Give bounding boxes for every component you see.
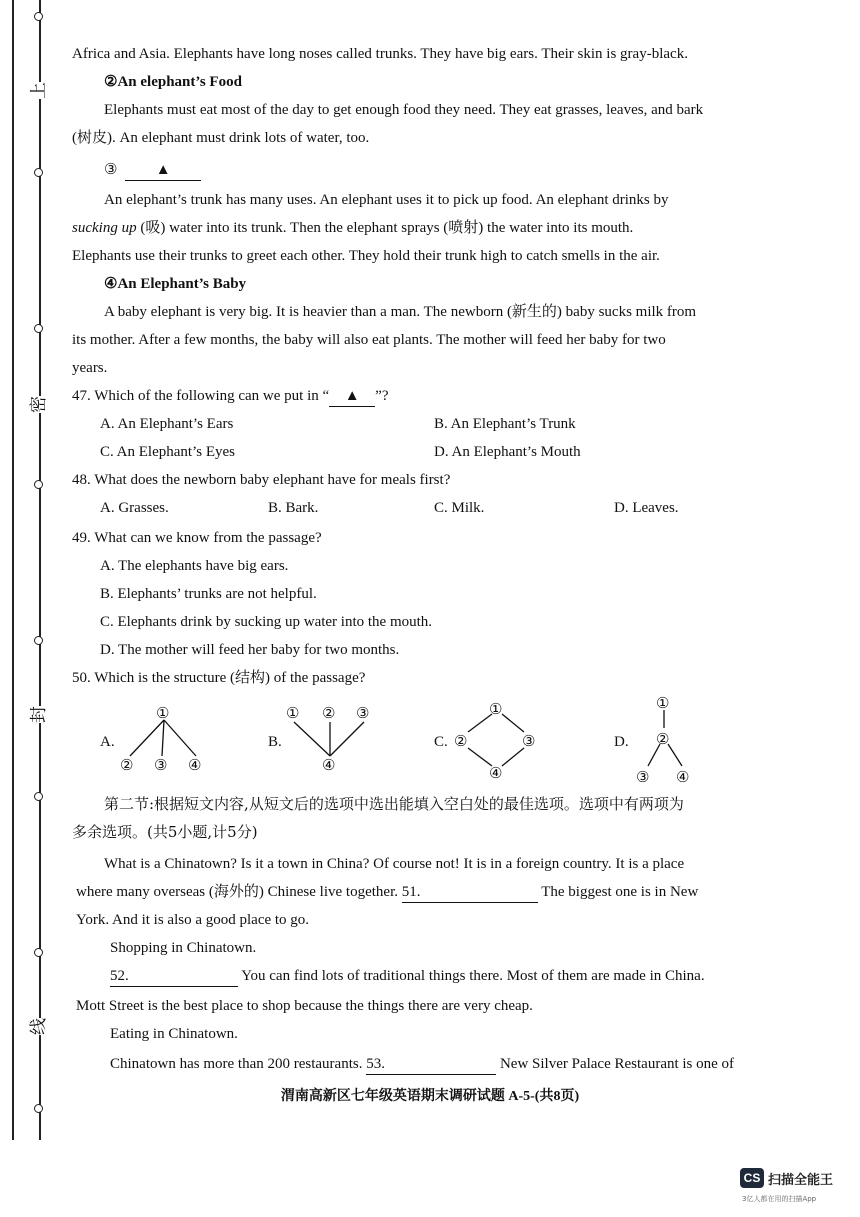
passage-line: What is a Chinatown? Is it a town in China? Of course not! It is in a foreign country. It is a place xyxy=(104,856,685,872)
passage-text: where many overseas (海外的) Chinese live together. xyxy=(76,884,402,900)
q50-option-c[interactable] xyxy=(434,694,574,786)
watermark-app-name: 扫描全能王 xyxy=(768,1173,834,1188)
section-2-instruction: 第二节:根据短文内容,从短文后的选项中选出能填入空白处的最佳选项。选项中有两项为 xyxy=(104,795,684,813)
subheading-eating: Eating in Chinatown. xyxy=(110,1026,238,1042)
margin-hole xyxy=(34,948,43,957)
subheading-shopping: Shopping in Chinatown. xyxy=(110,940,257,956)
passage-line xyxy=(78,962,705,990)
section-2-instruction-cont: 多余选项。(共5小题,计5分) xyxy=(72,823,258,841)
page-footer: 渭南高新区七年级英语期末调研试题 A-5-(共8页) xyxy=(280,1089,580,1104)
node-2: ② xyxy=(454,734,468,750)
node-3: ③ xyxy=(636,770,650,786)
q48-option-b[interactable]: B. Bark. xyxy=(268,500,319,516)
passage-line xyxy=(78,1050,734,1078)
passage-line: years. xyxy=(72,360,108,376)
margin-char-shang: 上 xyxy=(29,82,49,99)
option-label: A. xyxy=(100,734,115,750)
q50-option-a[interactable] xyxy=(100,700,240,780)
question-47 xyxy=(72,382,389,410)
option-label: B. xyxy=(268,734,282,750)
q49-option-a[interactable]: A. The elephants have big ears. xyxy=(100,558,289,574)
passage-text: The biggest one is in New xyxy=(537,884,699,900)
section-heading-food: ②An elephant’s Food xyxy=(104,74,242,90)
question-stem: 47. Which of the following can we put in “ xyxy=(72,388,330,404)
margin-hole xyxy=(34,12,43,21)
margin-char-xian: 线 xyxy=(29,1018,49,1035)
option-label: D. xyxy=(614,734,629,750)
q48-option-c[interactable]: C. Milk. xyxy=(434,500,485,516)
passage-line: (树皮). An elephant must drink lots of water, too. xyxy=(72,130,370,146)
passage-text: New Silver Palace Restaurant is one of xyxy=(496,1056,735,1072)
question-48: 48. What does the newborn baby elephant have for meals first? xyxy=(72,472,451,488)
margin-hole xyxy=(34,792,43,801)
margin-hole xyxy=(34,636,43,645)
blank-heading-number: ③ xyxy=(104,162,118,178)
node-3: ③ xyxy=(154,758,168,774)
node-4: ④ xyxy=(676,770,690,786)
triangle-icon: ▲ xyxy=(344,388,360,404)
margin-hole xyxy=(34,1104,43,1113)
passage-line: York. And it is also a good place to go. xyxy=(76,912,310,928)
q50-option-b[interactable] xyxy=(268,700,408,780)
q49-option-d[interactable]: D. The mother will feed her baby for two months. xyxy=(100,642,400,658)
node-2: ② xyxy=(322,706,336,722)
node-3: ③ xyxy=(356,706,370,722)
margin-hole xyxy=(34,324,43,333)
margin-hole xyxy=(34,168,43,177)
q50-option-d[interactable] xyxy=(614,690,744,790)
passage-text: You can find lots of traditional things there. Most of them are made in China. xyxy=(238,968,705,984)
watermark-tagline: 3亿人都在用的扫描App xyxy=(742,1195,817,1203)
passage-line: Elephants must eat most of the day to get enough food they need. They eat grasses, leaves, and bark xyxy=(104,102,704,118)
blank-number: 52. xyxy=(110,968,129,984)
q48-option-d[interactable]: D. Leaves. xyxy=(614,500,679,516)
q48-option-a[interactable]: A. Grasses. xyxy=(100,500,169,516)
passage-line: its mother. After a few months, the baby will also eat plants. The mother will feed her baby for two xyxy=(72,332,666,348)
margin-hole xyxy=(34,480,43,489)
blank-number: 51. xyxy=(401,884,421,900)
margin-line-outer xyxy=(12,0,14,1140)
binding-margin xyxy=(0,0,60,1150)
node-4: ④ xyxy=(322,758,336,774)
node-1: ① xyxy=(286,706,300,722)
scanner-watermark xyxy=(740,1168,850,1208)
question-50: 50. Which is the structure (结构) of the passage? xyxy=(72,670,366,686)
question-stem-end: ”? xyxy=(375,388,389,404)
blank-53[interactable] xyxy=(366,1054,496,1075)
node-4: ④ xyxy=(489,766,503,782)
blank-heading xyxy=(72,156,201,184)
q47-option-c[interactable]: C. An Elephant’s Eyes xyxy=(100,444,235,460)
option-label: C. xyxy=(434,734,448,750)
cs-logo-icon: CS xyxy=(740,1168,764,1188)
italic-phrase: sucking up xyxy=(72,220,137,236)
blank-51[interactable] xyxy=(402,882,538,903)
blank-number: 53. xyxy=(366,1056,385,1072)
blank-52[interactable] xyxy=(110,966,238,987)
node-4: ④ xyxy=(188,758,202,774)
q49-option-b[interactable]: B. Elephants’ trunks are not helpful. xyxy=(100,586,317,602)
passage-text: (吸) water into its trunk. Then the elephant sprays (喷射) the water into its mouth. xyxy=(136,220,634,236)
blank-heading-answer[interactable] xyxy=(125,160,201,181)
margin-char-mi: 密 xyxy=(29,396,49,413)
passage-line: A baby elephant is very big. It is heavier than a man. The newborn (新生的) baby sucks milk from xyxy=(104,304,697,320)
question-49: 49. What can we know from the passage? xyxy=(72,530,322,546)
passage-line xyxy=(72,214,633,242)
passage-text: Chinatown has more than 200 restaurants. xyxy=(110,1056,367,1072)
node-3: ③ xyxy=(522,734,536,750)
passage-line: An elephant’s trunk has many uses. An elephant uses it to pick up food. An elephant drinks by xyxy=(104,192,669,208)
question-blank xyxy=(329,386,375,407)
margin-char-feng: 封 xyxy=(29,706,49,723)
node-1: ① xyxy=(489,702,503,718)
q49-option-c[interactable]: C. Elephants drink by sucking up water into the mouth. xyxy=(100,614,433,630)
passage-line: Elephants use their trunks to greet each other. They hold their trunk high to catch smells in the air. xyxy=(72,248,660,264)
passage-line: Africa and Asia. Elephants have long noses called trunks. They have big ears. Their skin is gray-black. xyxy=(72,46,688,62)
passage-line xyxy=(76,878,698,906)
node-2: ② xyxy=(120,758,134,774)
q47-option-b[interactable]: B. An Elephant’s Trunk xyxy=(434,416,576,432)
node-1: ① xyxy=(156,706,170,722)
q47-option-a[interactable]: A. An Elephant’s Ears xyxy=(100,416,234,432)
triangle-icon: ▲ xyxy=(155,162,171,178)
q47-option-d[interactable]: D. An Elephant’s Mouth xyxy=(434,444,581,460)
section-heading-baby: ④An Elephant’s Baby xyxy=(104,276,247,292)
node-1: ① xyxy=(656,696,670,712)
passage-line: Mott Street is the best place to shop because the things there are very cheap. xyxy=(76,998,533,1014)
node-2: ② xyxy=(656,732,670,748)
